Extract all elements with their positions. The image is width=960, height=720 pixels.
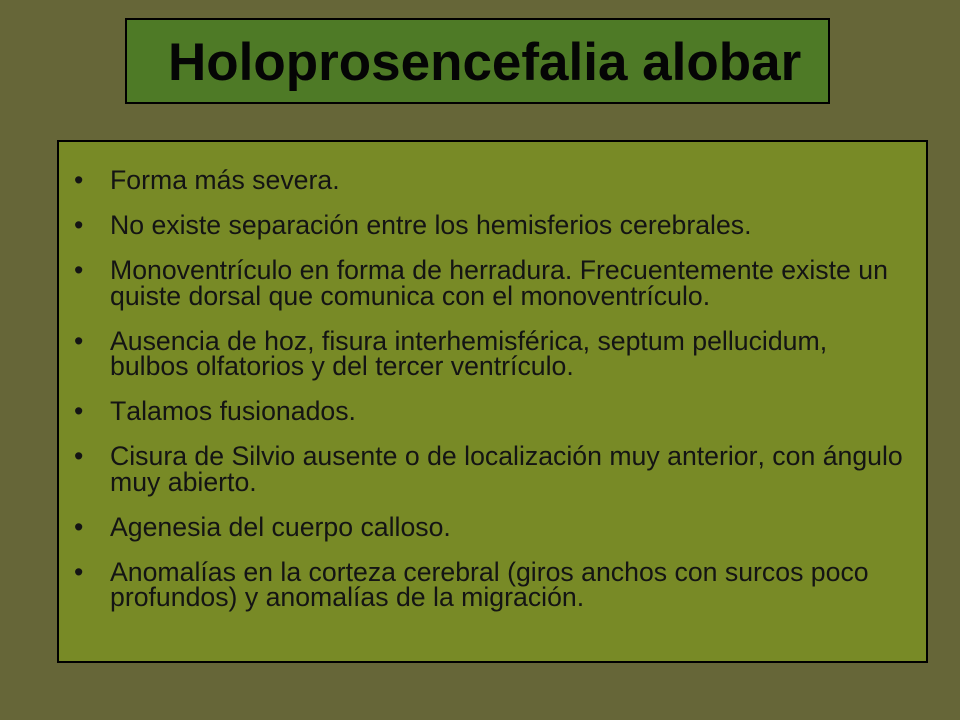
bullet-item: [110, 441, 908, 497]
bullet-text: Anomalías en la corteza cerebral (giros anchos con surcos poco profundos) y anomalías de la migración.: [110, 556, 869, 612]
bullet-item: [110, 165, 908, 195]
bullet-item: [110, 396, 908, 426]
bullet-text: Monoventrículo en forma de herradura. Frecuentemente existe un quiste dorsal que comunica con el monoventrículo.: [110, 255, 888, 311]
bullet-item: [110, 556, 908, 612]
bullet-item: [110, 255, 908, 311]
bullet-item: [110, 325, 908, 381]
bullet-text: Talamos fusionados.: [110, 396, 356, 426]
bullet-text: No existe separación entre los hemisferios cerebrales.: [110, 210, 752, 240]
slide-title: Holoprosencefalia alobar: [168, 33, 802, 92]
bullet-item: [110, 210, 908, 240]
bullet-item: [110, 511, 908, 542]
content-box: [57, 140, 928, 663]
title-box: [125, 18, 830, 104]
bullet-text: Forma más severa.: [110, 165, 340, 195]
bullet-text: Ausencia de hoz, fisura interhemisférica, septum pellucidum, bulbos olfatorios y del tercer ventrículo.: [110, 325, 828, 381]
bullet-text: Agenesia del cuerpo calloso.: [110, 511, 451, 542]
bullet-text: Cisura de Silvio ausente o de localización muy anterior, con ángulo muy abierto.: [110, 441, 903, 497]
bullet-list: [110, 165, 908, 630]
